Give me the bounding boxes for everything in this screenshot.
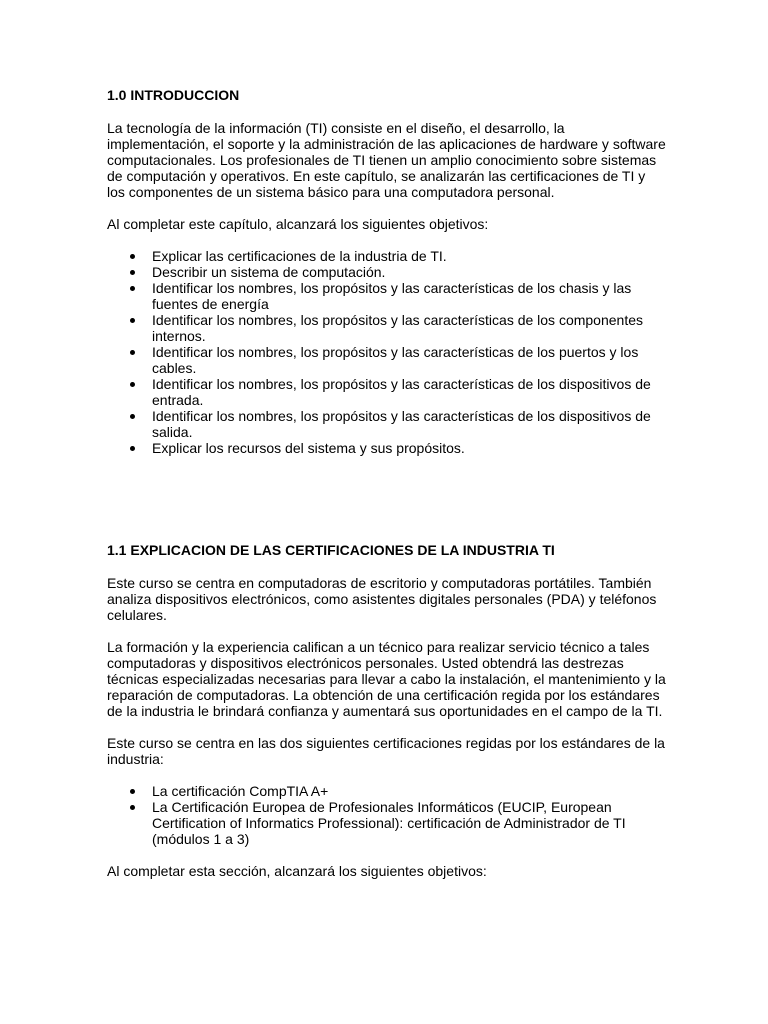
bullet-icon bbox=[130, 318, 135, 323]
intro-objectives-lead: Al completar este capítulo, alcanzará los siguientes objetivos: bbox=[107, 216, 489, 232]
certifications-paragraph-1: Este curso se centra en computadoras de escritorio y computadoras portátiles. También analiza dispositivos electrónicos, como asistentes digitales personales (PDA) y teléfonos celulares. bbox=[107, 575, 657, 623]
list-item: Identificar los nombres, los propósitos y las características de los dispositivos de salida. bbox=[107, 408, 667, 440]
intro-heading: 1.0 INTRODUCCION bbox=[107, 87, 240, 103]
list-item: Explicar los recursos del sistema y sus propósitos. bbox=[107, 440, 667, 456]
bullet-icon bbox=[130, 254, 135, 259]
intro-objectives-list bbox=[107, 248, 667, 456]
intro-paragraph: La tecnología de la información (TI) consiste en el diseño, el desarrollo, la implementación, el soporte y la administración de las aplicaciones de hardware y software computacionales. Los profesionales de TI tienen un amplio conocimiento sobre sistemas de computación y operativos. En este capítulo, se analizarán las certificaciones de TI y los componentes de un sistema básico para una computadora personal. bbox=[107, 120, 666, 200]
list-item: Identificar los nombres, los propósitos y las características de los puertos y los cables. bbox=[107, 344, 667, 376]
bullet-icon bbox=[130, 446, 135, 451]
certifications-list bbox=[107, 783, 667, 847]
certifications-objectives-lead: Al completar esta sección, alcanzará los siguientes objetivos: bbox=[107, 863, 487, 879]
bullet-icon bbox=[130, 414, 135, 419]
bullet-icon bbox=[130, 789, 135, 794]
list-item: Describir un sistema de computación. bbox=[107, 264, 667, 280]
list-item: La Certificación Europea de Profesionales Informáticos (EUCIP, European Certification of Informatics Professional): certificación de Administrador de TI (módulos 1 a 3) bbox=[107, 799, 667, 847]
certifications-paragraph-2: La formación y la experiencia califican a un técnico para realizar servicio técnico a tales computadoras y dispositivos electrónicos personales. Usted obtendrá las destrezas técnicas especializadas necesarias para llevar a cabo la instalación, el mantenimiento y la reparación de computadoras. La obtención de una certificación regida por los estándares de la industria le brindará confianza y aumentará sus oportunidades en el campo de la TI. bbox=[107, 639, 666, 719]
list-item: Identificar los nombres, los propósitos y las características de los componentes internos. bbox=[107, 312, 667, 344]
list-item: La certificación CompTIA A+ bbox=[107, 783, 667, 799]
certifications-heading: 1.1 EXPLICACION DE LAS CERTIFICACIONES DE LA INDUSTRIA TI bbox=[107, 542, 555, 558]
bullet-icon bbox=[130, 805, 135, 810]
bullet-icon bbox=[130, 350, 135, 355]
certifications-paragraph-3: Este curso se centra en las dos siguientes certificaciones regidas por los estándares de la industria: bbox=[107, 735, 665, 767]
bullet-icon bbox=[130, 382, 135, 387]
bullet-icon bbox=[130, 270, 135, 275]
list-item: Identificar los nombres, los propósitos y las características de los chasis y las fuentes de energía bbox=[107, 280, 667, 312]
list-item: Explicar las certificaciones de la industria de TI. bbox=[107, 248, 667, 264]
bullet-icon bbox=[130, 286, 135, 291]
document-page bbox=[107, 87, 667, 879]
list-item: Identificar los nombres, los propósitos y las características de los dispositivos de entrada. bbox=[107, 376, 667, 408]
